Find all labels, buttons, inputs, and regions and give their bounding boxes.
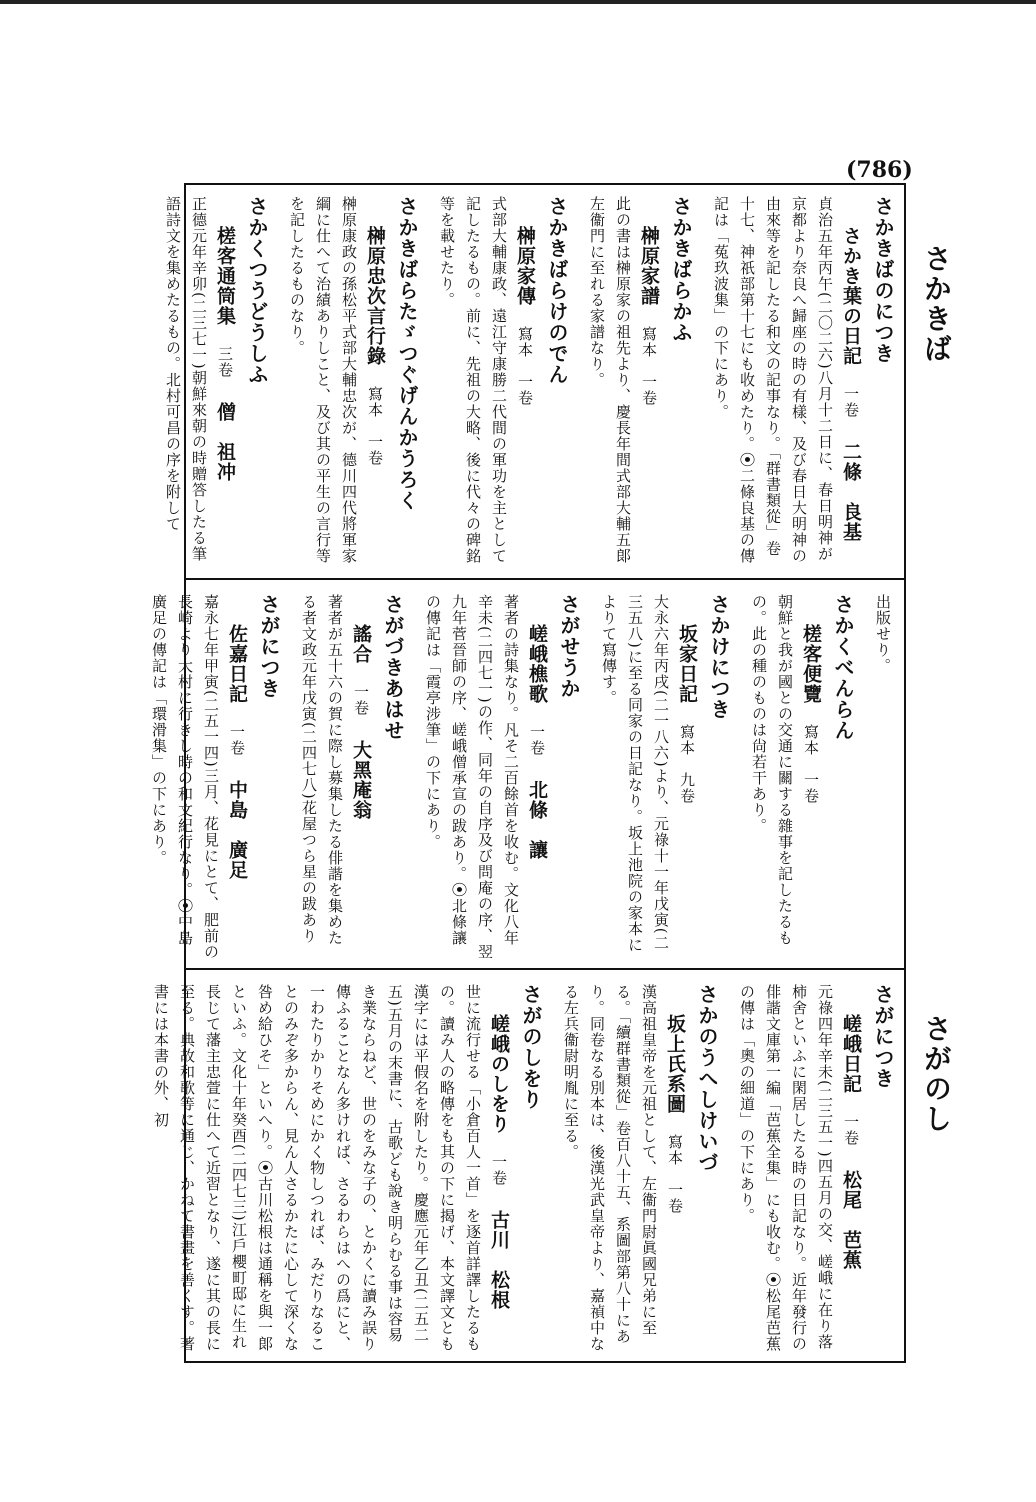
entry-body: 嘉永七年甲寅(二五一四)三月、花見にとて、肥前の長崎より大村に行きし時の和文紀行なり。⦿中島廣足の傳記は「環滑集」の下にあり。 [150, 594, 220, 960]
entry-volume: 一卷 [528, 724, 546, 756]
entry-reading: さがせうか [557, 594, 581, 699]
entry-body: 榊原康政の孫松平式部大輔忠次が、德川四代將軍家綱に仕へて治績ありしこと、及び其の平生の言行等を記したるものなり。 [288, 196, 358, 564]
entry-body: 世に流行せる「小倉百人一首」を逐首詳譯したるもの。讀み人の略傳をも其の下に揭げ、本文譯文とも漢字には平假名を附したり。慶應元年乙丑(二五二五)五月の末書に、古歌ども說き明らむる事は容易き業ならねど、世のをみな子の、とかくに讀み誤り傳ふることなん多ければ、さるわらはへの爲にと、一わたりかりそめにかく物しつれば、みだりなることのみぞ多からん、見ん人さるかたに心して深くな咎め給ひそ」といへり。⦿古川松根は通稱を與一郞といふ。文化十年癸酉(二四七三)江戶櫻町邸に生れ長じて藩主忠萱に仕へて近習となり、遂に其の長に至る。典故和歌等に通じ、かねて書畫を善くす。著書には本書の外、初 [152, 984, 482, 1353]
entry-volume: 一卷 [490, 1154, 508, 1186]
entry-reading: さかくべんらん [831, 594, 855, 741]
entry-title: 榊原家傳 [514, 226, 536, 306]
tier-divider-lower [184, 968, 906, 970]
entry-title: 坂上氏系圖 [664, 1014, 686, 1114]
dictionary-entry [296, 594, 406, 960]
entry-reading: さかくつうどうしふ [245, 196, 269, 385]
page-number: (786) [846, 157, 913, 183]
entry-body: 著者が五十六の賀に際し募集したる俳諧を集めたる者文政元年戊寅(二四七八)花屋つら星の跋あり [300, 594, 344, 946]
dictionary-entry [734, 984, 896, 1354]
entry-body: 貞治五年丙午(二〇二六)八月十二日に、春日明神が京都より奈良へ歸座の時の有樣、及び春日大明神の由來等を記したる和文の記事なり。「群書類從」卷十七、神祇部第十七にも收めたり。⦿二條良基の傳記は「菟玖波集」の下にあり。 [712, 196, 834, 565]
entry-body: 式部大輔康政、遠江守康勝二代間の軍功を主として記したるもの。前に、先祖の大略、後に代々の碑銘等を載せたり。 [438, 196, 508, 564]
entry-title: 謠合 [350, 624, 372, 664]
entry-title: 榊原忠次言行錄 [364, 226, 386, 366]
entry-volume: 寫本 九卷 [678, 724, 696, 804]
entry-author: 大黑庵翁 [350, 740, 372, 820]
tier-divider-upper [184, 578, 906, 580]
entry-body: 正德元年辛卯(二三七一)朝鮮來朝の時贈答したる筆語詩文を集めたるもの。北村可昌の序を附して [164, 196, 208, 562]
entry-body: 朝鮮と我が國との交通に關する雜事を記したるもの。此の種のものは尙若干あり。 [750, 594, 794, 946]
entry-author: 北條 讓 [526, 780, 548, 860]
entry-reading: さがのしをり [519, 984, 543, 1110]
entry-volume: 寫本 一卷 [802, 724, 820, 804]
entry-title: 嵯峨樵歌 [526, 624, 548, 704]
entry-volume: 寫本 一卷 [516, 326, 534, 406]
entry-volume: 一卷 [352, 684, 370, 716]
entry-volume: 寫本 一卷 [640, 326, 658, 406]
dictionary-entry [148, 984, 544, 1354]
entry-volume: 一卷 [842, 1114, 860, 1146]
entry-body: 漢高祖皇帝を元祖として、左衞門尉眞國兄弟に至る。「續群書類從」卷百八十五、系圖部第八十にあり。同卷なる別本は、後漢光武皇帝より、嘉禎中なる左兵衞尉明胤に至る。 [562, 984, 658, 1352]
entry-body: 此の書は榊原家の祖先より、慶長年間式部大輔五郞左衞門に至れる家譜なり。 [588, 196, 632, 564]
entry-reading: さかきばらかふ [669, 196, 693, 343]
entry-title: 坂家日記 [676, 624, 698, 704]
entry-author: 松尾 芭蕉 [840, 1170, 862, 1270]
entry-title: 嵯峨日記 [840, 1014, 862, 1094]
entry-reading: さかのうへしけいづ [695, 984, 719, 1173]
entry-reading: さがづきあはせ [381, 594, 405, 741]
entry-reading: さがにつき [871, 984, 895, 1089]
entry-title: 榊原家譜 [638, 226, 660, 306]
dictionary-entry [284, 196, 420, 570]
entry-author: 二條 良基 [840, 442, 862, 542]
middle-tier [150, 594, 896, 960]
entry-title: 嵯峨のしをり [488, 1014, 510, 1134]
entry-reading: さかきばらけのでん [545, 196, 569, 385]
entry-reading: さかきばらたゞつぐげんかうろく [395, 196, 419, 511]
dictionary-entry [708, 196, 896, 570]
entry-title: 槎客通筒集 [214, 226, 236, 326]
dictionary-entry [146, 594, 282, 960]
dictionary-entry [558, 984, 720, 1354]
dictionary-entry [584, 196, 694, 570]
entry-body: 元祿四年辛未(二三五一)四五月の交、嵯峨に在り落柿舍といふに閑居したる時の日記なり。近年發行の俳諧文庫第一編「芭蕉全集」にも收む。⦿松尾芭蕉の傳は「奧の細道」の下にあり。 [738, 984, 834, 1353]
upper-tier [164, 196, 896, 570]
entry-author: 僧 祖冲 [214, 402, 236, 482]
entry-body: 出版せり。 [874, 594, 892, 674]
entry-body: 著者の詩集なり。凡そ二百餘首を收む。文化八年辛未(二四七一)の作、同年の自序及び問庵の序、翌九年菅晉師の序、嵯峨僧承宣の跋あり。⦿北條讓の傳記は「霞亭涉筆」の下にあり。 [424, 594, 520, 960]
dictionary-entry [746, 594, 856, 960]
dictionary-entry [434, 196, 570, 570]
entry-volume: 三卷 [216, 346, 234, 378]
entry-reading: さがにつき [257, 594, 281, 699]
entry-reading: さかきばのにつき [871, 196, 895, 364]
entry-volume: 寫本 一卷 [366, 386, 384, 466]
entry-reading: さかけにつき [707, 594, 731, 720]
entry-volume: 一卷 [228, 724, 246, 756]
entry-author: 中島 廣足 [226, 780, 248, 880]
entry-volume: 寫本 一卷 [666, 1134, 684, 1214]
entry-title: 槎客便覽 [800, 624, 822, 704]
top-rule [0, 0, 1036, 4]
lower-tier [152, 984, 896, 1354]
dictionary-entry [870, 594, 896, 674]
entry-title: さかき葉の日記 [840, 226, 862, 366]
entry-volume: 一卷 [842, 386, 860, 418]
dictionary-entry [160, 196, 270, 570]
entry-author: 古川 松根 [488, 1210, 510, 1310]
dictionary-entry [420, 594, 582, 960]
entry-title: 佐嘉日記 [226, 624, 248, 704]
running-head-right: さかきば [920, 244, 953, 364]
entry-body: 大永六年丙戌(二一八六)より、元祿十一年戊寅(二三五八)に至る同家の日記なり。坂上池院の家本によりて寫傳す。 [600, 594, 670, 953]
dictionary-entry [596, 594, 732, 960]
running-head-left: さがのし [920, 1014, 953, 1134]
